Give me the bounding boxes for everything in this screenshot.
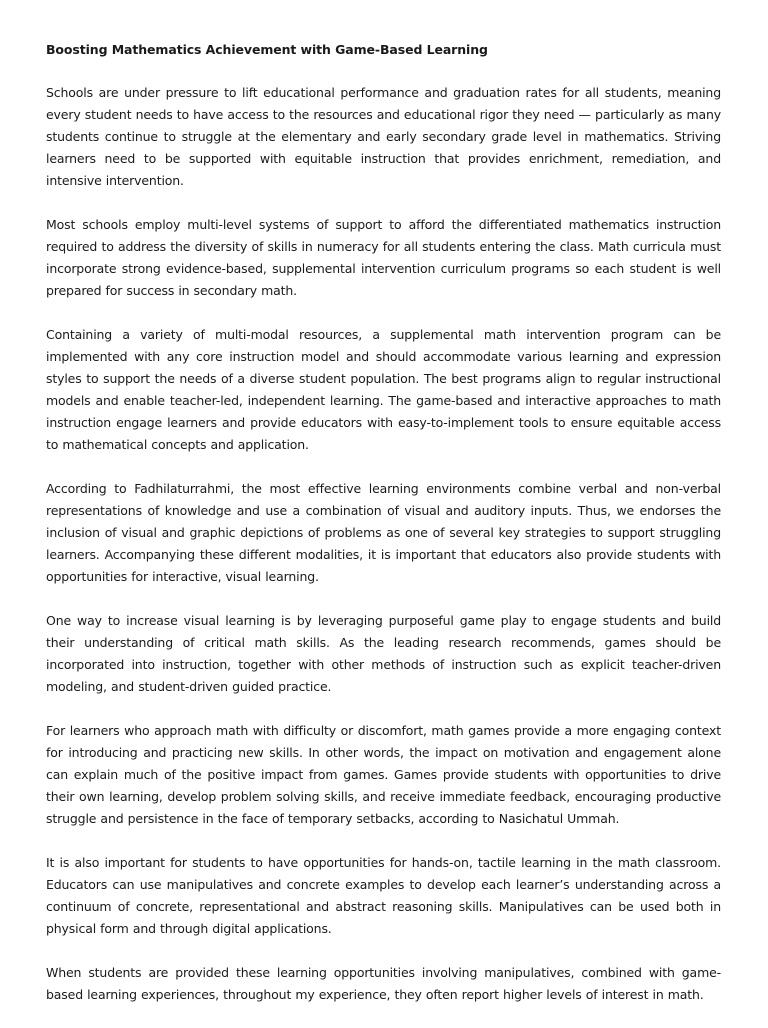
paragraph-6: For learners who approach math with difficulty or discomfort, math games provide a more engaging context for introducing and practicing new skills. In other words, the impact on motivation and engagement alone can explain much of the positive impact from games. Games provide students with opportunities to drive their own learning, develop problem solving skills, and receive immediate feedback, encouraging productive struggle and persistence in the face of temporary setbacks, according to Nasichatul Ummah. — [46, 723, 721, 826]
document-page — [46, 40, 721, 1028]
paragraph-1: Schools are under pressure to lift educational performance and graduation rates for all students, meaning every student needs to have access to the resources and educational rigor they need — particularly as many students continue to struggle at the elementary and early secondary grade level in mathematics. Striving learners need to be supported with equitable instruction that provides enrichment, remediation, and intensive intervention. — [46, 85, 721, 188]
document-title: Boosting Mathematics Achievement with Game-Based Learning — [46, 42, 488, 57]
paragraph-4: According to Fadhilaturrahmi, the most effective learning environments combine verbal and non-verbal representations of knowledge and use a combination of visual and auditory inputs. Thus, we endorses the inclusion of visual and graphic depictions of problems as one of several key strategies to support struggling learners. Accompanying these different modalities, it is important that educators also provide students with opportunities for interactive, visual learning. — [46, 481, 721, 584]
paragraph-5: One way to increase visual learning is by leveraging purposeful game play to engage students and build their understanding of critical math skills. As the leading research recommends, games should be incorporated into instruction, together with other methods of instruction such as explicit teacher-driven modeling, and student-driven guided practice. — [46, 613, 721, 694]
paragraph-7: It is also important for students to have opportunities for hands-on, tactile learning in the math classroom. Educators can use manipulatives and concrete examples to develop each learner’s understanding across a continuum of concrete, representational and abstract reasoning skills. Manipulatives can be used both in physical form and through digital applications. — [46, 855, 721, 936]
paragraph-2: Most schools employ multi-level systems of support to afford the differentiated mathematics instruction required to address the diversity of skills in numeracy for all students entering the class. Math curricula must incorporate strong evidence-based, supplemental intervention curriculum programs so each student is well prepared for success in secondary math. — [46, 217, 721, 298]
paragraph-3: Containing a variety of multi-modal resources, a supplemental math intervention program can be implemented with any core instruction model and should accommodate various learning and expression styles to support the needs of a diverse student population. The best programs align to regular instructional models and enable teacher-led, independent learning. The game-based and interactive approaches to math instruction engage learners and provide educators with easy-to-implement tools to ensure equitable access to mathematical concepts and application. — [46, 327, 721, 452]
paragraph-8: When students are provided these learning opportunities involving manipulatives, combined with game-based learning experiences, throughout my experience, they often report higher levels of interest in math. — [46, 965, 721, 1002]
